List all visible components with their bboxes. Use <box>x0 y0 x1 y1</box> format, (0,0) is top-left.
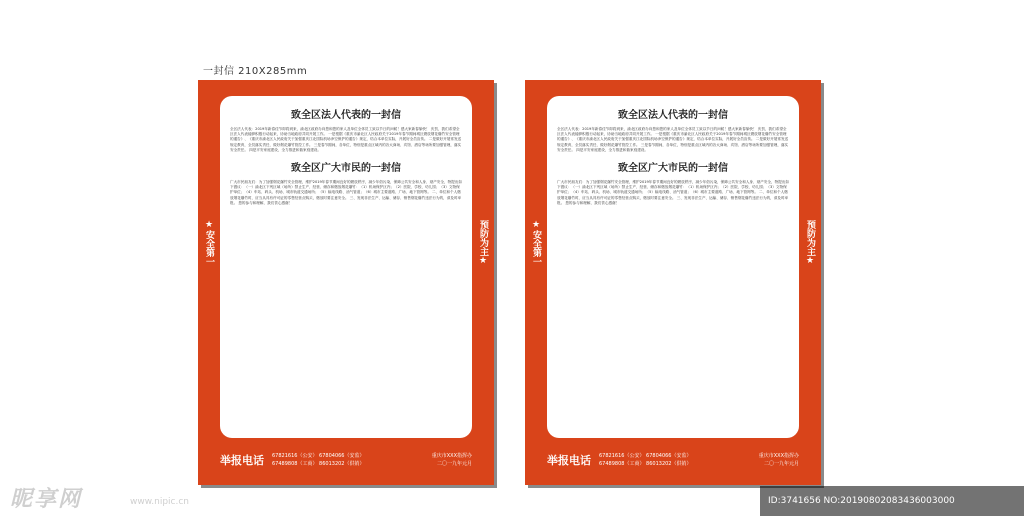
hotline-numbers <box>272 452 365 468</box>
letter-title-citizens: 致全区广大市民的一封信 <box>291 163 401 175</box>
side-slogan-left <box>203 220 215 266</box>
watermark-url: www.nipic.cn <box>130 497 189 507</box>
hotline-label: 举报电话 <box>220 454 264 467</box>
phones-line-2: 67489808（工商） 86013202（供销） <box>272 461 365 467</box>
letter-panel <box>220 96 472 438</box>
phones-line-1: 67821616（公安） 67804066（安监） <box>599 453 692 459</box>
issuer-date: 二〇一九年元月 <box>763 461 799 467</box>
footer-bar <box>547 440 799 480</box>
letter-body-legal: 全区法人代表：2019年新春佳节即将到来，渝北区政府办向您和您的家人及单位全体员工致以节日的问候！感大家新春愉快！ 庆贺，我们希望全区法人代表能够积极行动起来，协助当地政府共同开展工作。 一是根据《重庆市渝北区人民政府关于2019年春节期间城区燃放烟花爆竹安全管理的通告》、《重庆市渝北区人民政府关于加强重庆江北国际机场净空保护的通告》规定，结合本单位实际，开展好全员宣传。 二是做好开展常发送规定教育，全员落实责任，做好烟花爆竹管控工作。 三是春节期间，各单位，特别是重点区域内的各大商场、宾馆、酒店等场所要加强管理，落实安全责任。 四是平安家庭建设，全力推进和谐家庭建设。 <box>230 127 462 152</box>
side-slogan-right <box>477 220 489 266</box>
phones-line-1: 67821616（公安） 67804066（安监） <box>272 453 365 459</box>
image-id-strip: ID:3741656 NO:20190802083436003000 <box>760 486 1024 516</box>
issuer-name: 重庆市XXX指挥办 <box>431 453 472 459</box>
side-slogan-right <box>804 220 816 266</box>
side-slogan-right-text: 预防为主★ <box>805 220 815 266</box>
issuer <box>759 452 799 468</box>
side-slogan-left <box>530 220 542 266</box>
phones-line-2: 67489808（工商） 86013202（供销） <box>599 461 692 467</box>
spec-label: 一封信 210X285mm <box>203 66 308 77</box>
watermark-logo: 昵享网 <box>10 487 83 512</box>
letter-body-citizens: 广大市民朋友们：为了加强烟花爆竹安全管理，维护2019年春节期间良好的燃放秩序，减少年俗污染，保障公共安全和人身、财产安全，特提出如下倡议：（一）渝北区下列区域（场所）禁止生产、经营、储存和燃放烟花爆竹：（1）机场保护区内；（2）医院、学校、幼儿园；（3）文物保护单位；（4）车站、码头、机场、城市轨道交通场所；（5）输电线路、油气管道；（6）城市主要道路、广场、地下管网等。 二、单位和个人燃放烟花爆竹时，应当从具有许可证的零售经营点购买，燃放时要注意安全。 三、发现非法生产、运输、储存、销售烟花爆竹违法行为的，请及时举报。 您的参与和理解，我们衷心感谢！ <box>230 180 462 205</box>
letter-body-legal: 全区法人代表：2019年新春佳节即将到来，渝北区政府办向您和您的家人及单位全体员工致以节日的问候！感大家新春愉快！ 庆贺，我们希望全区法人代表能够积极行动起来，协助当地政府共同开展工作。 一是根据《重庆市渝北区人民政府关于2019年春节期间城区燃放烟花爆竹安全管理的通告》、《重庆市渝北区人民政府关于加强重庆江北国际机场净空保护的通告》规定，结合本单位实际，开展好全员宣传。 二是做好开展常发送规定教育，全员落实责任，做好烟花爆竹管控工作。 三是春节期间，各单位，特别是重点区域内的各大商场、宾馆、酒店等场所要加强管理，落实安全责任。 四是平安家庭建设，全力推进和谐家庭建设。 <box>557 127 789 152</box>
issuer-name: 重庆市XXX指挥办 <box>758 453 799 459</box>
flyer-right <box>525 80 821 485</box>
hotline-numbers <box>599 452 692 468</box>
letter-body-citizens: 广大市民朋友们：为了加强烟花爆竹安全管理，维护2019年春节期间良好的燃放秩序，减少年俗污染，保障公共安全和人身、财产安全，特提出如下倡议：（一）渝北区下列区域（场所）禁止生产、经营、储存和燃放烟花爆竹：（1）机场保护区内；（2）医院、学校、幼儿园；（3）文物保护单位；（4）车站、码头、机场、城市轨道交通场所；（5）输电线路、油气管道；（6）城市主要道路、广场、地下管网等。 二、单位和个人燃放烟花爆竹时，应当从具有许可证的零售经营点购买，燃放时要注意安全。 三、发现非法生产、运输、储存、销售烟花爆竹违法行为的，请及时举报。 您的参与和理解，我们衷心感谢！ <box>557 180 789 205</box>
letter-title-legal: 致全区法人代表的一封信 <box>291 110 401 121</box>
footer-bar <box>220 440 472 480</box>
hotline-label: 举报电话 <box>547 454 591 467</box>
issuer-date: 二〇一九年元月 <box>436 461 472 467</box>
side-slogan-left-text: ★安全第一 <box>531 220 541 266</box>
letter-title-legal: 致全区法人代表的一封信 <box>618 110 728 121</box>
side-slogan-left-text: ★安全第一 <box>204 220 214 266</box>
issuer <box>432 452 472 468</box>
flyer-left <box>198 80 494 485</box>
letter-panel <box>547 96 799 438</box>
letter-title-citizens: 致全区广大市民的一封信 <box>618 163 728 175</box>
side-slogan-right-text: 预防为主★ <box>478 220 488 266</box>
